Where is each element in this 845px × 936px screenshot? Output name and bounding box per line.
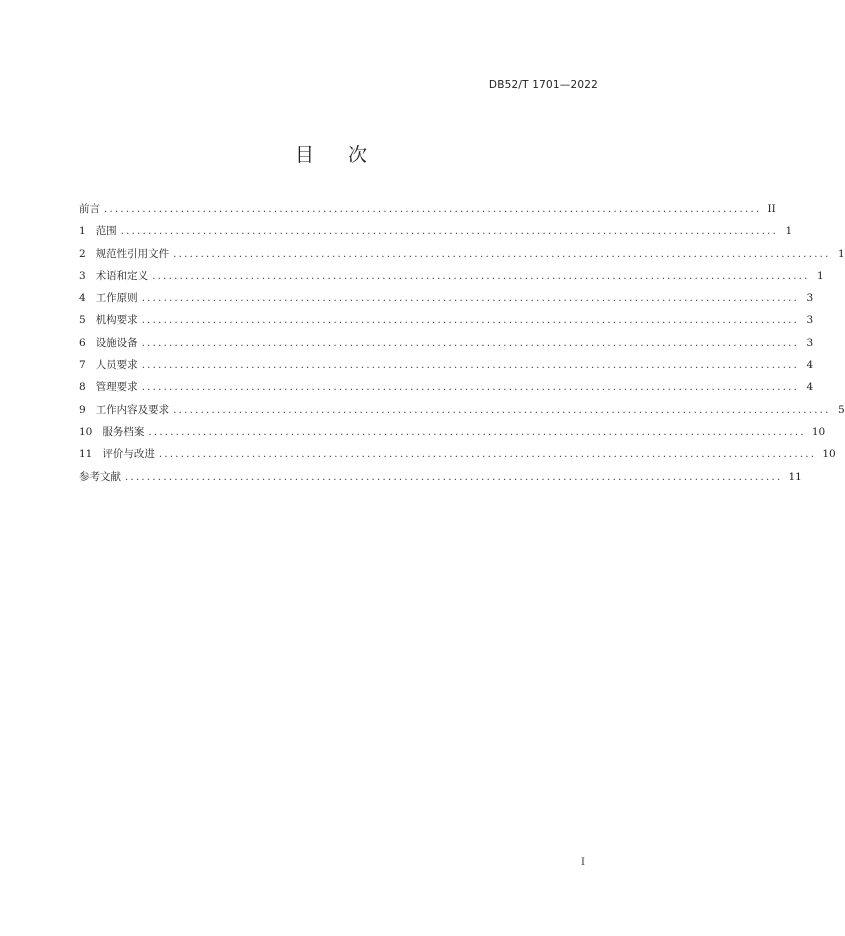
toc-entry-number: 1: [79, 225, 86, 238]
document-code: DB52/T 1701—2022: [488, 79, 598, 91]
toc-leader-dots: ........................................................................................................................: [173, 404, 831, 416]
toc-leader-dots: ........................................................................................................................: [141, 360, 800, 372]
toc-entry-number: 4: [79, 292, 86, 305]
toc-entry-page: 3: [806, 336, 814, 349]
toc-leader-dots: ........................................................................................................................: [148, 426, 806, 438]
page-title: [0, 140, 662, 167]
toc-entry-number: 7: [79, 359, 86, 372]
toc-entry-number: 5: [79, 314, 86, 327]
toc-leader-dots: ........................................................................................................................: [173, 248, 831, 260]
toc-entry-page: 11: [788, 470, 802, 483]
toc-entry-title: 工作内容及要求: [95, 403, 170, 416]
toc-entry-title: 人员要求: [95, 359, 138, 372]
toc-entry-title: 参考文献: [79, 470, 121, 483]
toc-leader-dots: ........................................................................................................................: [158, 449, 817, 461]
toc-entry-page: 4: [806, 381, 814, 394]
toc-entry[interactable]: [79, 200, 776, 222]
page-number: I: [581, 857, 585, 868]
toc-entry-page: 5: [837, 403, 845, 416]
table-of-contents: [79, 200, 845, 490]
toc-entry-title: 规范性引用文件: [95, 247, 170, 260]
toc-leader-dots: ........................................................................................................................: [141, 293, 800, 305]
toc-entry[interactable]: [79, 334, 814, 356]
toc-entry[interactable]: [79, 445, 836, 467]
toc-entry[interactable]: [79, 401, 845, 423]
toc-leader-dots: ........................................................................................................................: [141, 315, 800, 327]
toc-entry[interactable]: [79, 267, 824, 289]
toc-entry-page: 3: [806, 292, 814, 305]
toc-entry-page: 1: [816, 269, 824, 282]
toc-entry-title: 前言: [79, 203, 100, 215]
toc-entry-title: 范围: [95, 225, 117, 238]
toc-entry-title: 设施设备: [95, 336, 138, 349]
toc-entry-number: 11: [79, 448, 93, 461]
toc-entry[interactable]: [79, 468, 802, 490]
toc-entry-title: 术语和定义: [95, 269, 149, 282]
toc-entry[interactable]: [79, 423, 826, 445]
toc-entry-title: 工作原则: [95, 292, 138, 305]
toc-leader-dots: ........................................................................................................................: [120, 226, 779, 238]
title-char-left: 目: [294, 144, 314, 166]
toc-entry-page: 10: [822, 448, 836, 461]
toc-entry-page: 10: [811, 425, 826, 438]
toc-entry-title: 机构要求: [95, 314, 138, 327]
toc-entry[interactable]: [79, 289, 814, 311]
toc-entry-page: II: [767, 203, 776, 215]
toc-entry-page: 3: [806, 314, 814, 327]
toc-entry[interactable]: [79, 311, 814, 333]
toc-leader-dots: ........................................................................................................................: [152, 270, 810, 282]
toc-entry[interactable]: [79, 245, 845, 267]
toc-leader-dots: ........................................................................................................................: [141, 382, 800, 394]
toc-entry-number: 8: [79, 381, 86, 394]
toc-entry-number: 2: [79, 247, 86, 260]
toc-entry[interactable]: [79, 378, 814, 400]
toc-leader-dots: ........................................................................................................................: [125, 471, 783, 483]
toc-entry-title: 评价与改进: [102, 448, 155, 461]
toc-entry-number: 3: [79, 269, 86, 282]
toc-entry-page: 1: [837, 247, 845, 260]
toc-entry-page: 1: [785, 225, 793, 238]
toc-leader-dots: ........................................................................................................................: [141, 337, 800, 349]
toc-entry-title: 服务档案: [102, 425, 145, 438]
toc-entry-number: 6: [79, 336, 86, 349]
toc-entry[interactable]: [79, 356, 814, 378]
toc-entry-title: 管理要求: [95, 381, 138, 394]
toc-entry-number: 10: [79, 425, 93, 438]
toc-entry-page: 4: [806, 359, 814, 372]
title-char-right: 次: [348, 144, 368, 166]
toc-entry[interactable]: [79, 222, 793, 244]
toc-entry-number: 9: [79, 403, 86, 416]
toc-leader-dots: ........................................................................................................................: [104, 204, 762, 215]
